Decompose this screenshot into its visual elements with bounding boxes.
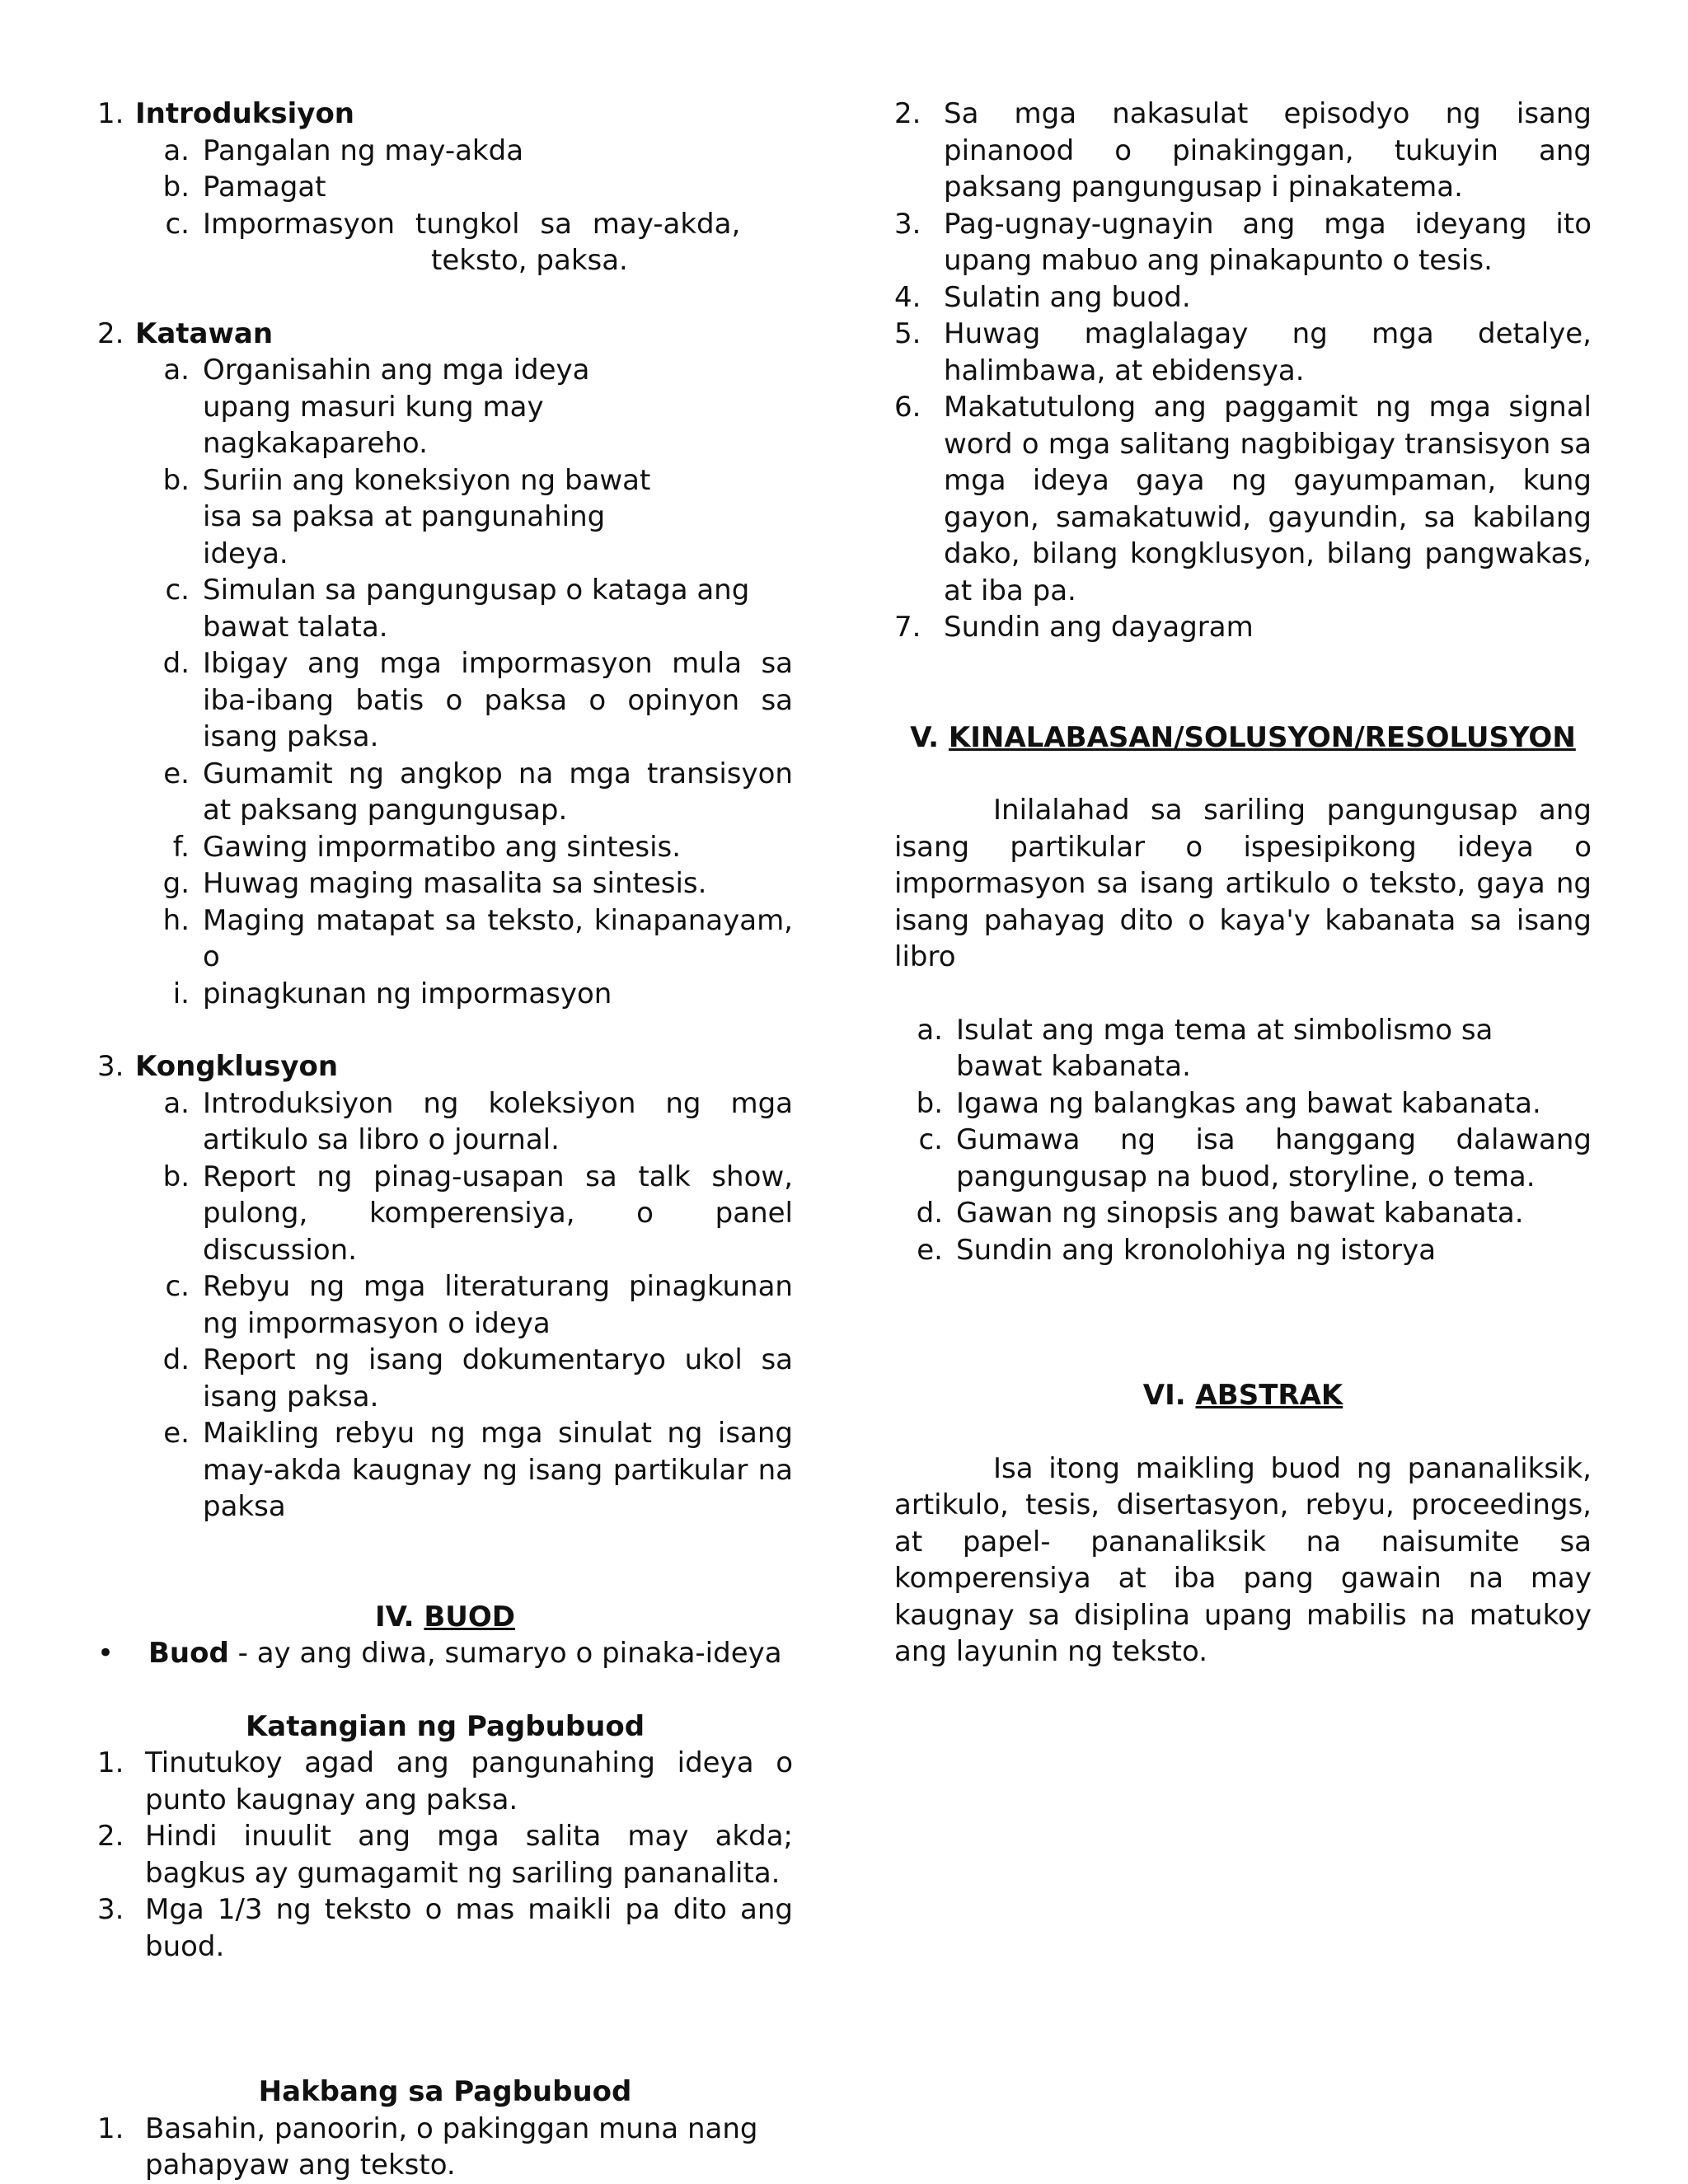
list-text: Sulatin ang buod. <box>944 280 1191 314</box>
list-item <box>894 1122 1592 1195</box>
list-text: Pamagat <box>203 171 326 204</box>
left-column <box>97 96 793 2184</box>
list-text: Huwag maging masalita sa sintesis. <box>203 867 707 900</box>
list-text: pinagkunan ng impormasyon <box>203 977 612 1010</box>
list-item <box>894 316 1592 389</box>
list-item <box>894 1012 1592 1085</box>
list-marker: 1. <box>97 2111 124 2145</box>
section-number: 1. <box>97 97 124 130</box>
list-item <box>894 1195 1592 1232</box>
kinalabasan-paragraph: Inilalahad sa sariling pangungusap ang isang partikular o ispesipikong ideya o impormasyon sa isang artikulo o teksto, gaya ng isang pahayag dito o kaya'y kabanata sa isang libro <box>894 794 1592 973</box>
list-text: Organisahin ang mga ideya upang masuri kung may nagkakapareho. <box>203 354 590 460</box>
list-marker: 6. <box>894 391 921 424</box>
list-text: Sa mga nakasulat episodyo ng isang pinanood o pinakinggan, tukuyin ang paksang pangungusap i pinakatema. <box>944 97 1592 204</box>
definition-text: - ay ang diwa, sumaryo o pinaka-ideya <box>228 1637 782 1670</box>
list-text: Mga 1/3 ng teksto o mas maikli pa dito ang buod. <box>145 1893 793 1963</box>
list-marker: e. <box>917 1233 943 1267</box>
section-title: ABSTRAK <box>1195 1379 1343 1412</box>
list-item <box>97 1268 793 1342</box>
list-item <box>97 1745 793 1818</box>
bullet-icon: • <box>97 1637 115 1670</box>
list-continuation: teksto, paksa. <box>431 244 628 277</box>
list-item <box>894 96 1592 206</box>
list-text: Tinutukoy agad ang pangunahing ideya o punto kaugnay ang paksa. <box>145 1746 793 1816</box>
list-text: Makatutulong ang paggamit ng mga signal word o mga salitang nagbibigay transisyon sa mga ideya gaya ng gayumpaman, kung gayon, samakatuwid, gayundin, sa kabilang dako, bilang kongklusyon, bilang pangwakas, at iba pa. <box>944 391 1592 607</box>
list-text: Report ng pinag-usapan sa talk show, pulong, komperensiya, o panel discussion. <box>203 1160 793 1267</box>
list-item <box>97 133 793 170</box>
list-text: Impormasyon tungkol sa may-akda, <box>203 207 741 241</box>
list-item <box>97 645 793 756</box>
section-number: VI. <box>1142 1379 1186 1412</box>
list-item <box>97 352 793 462</box>
list-text: Gawan ng sinopsis ang bawat kabanata. <box>956 1197 1524 1230</box>
section-buod-heading <box>97 1599 793 1636</box>
section-katawan-heading <box>97 316 793 353</box>
list-text: Report ng isang dokumentaryo ukol sa isang paksa. <box>203 1343 793 1413</box>
list-marker: e. <box>163 1417 190 1450</box>
list-item <box>97 1085 793 1159</box>
list-item <box>894 1232 1592 1269</box>
list-item <box>97 1159 793 1269</box>
list-marker: b. <box>162 171 190 204</box>
list-marker: d. <box>162 647 190 680</box>
list-text: Rebyu ng mga literaturang pinagkunan ng impormasyon o ideya <box>203 1270 793 1340</box>
list-marker: g. <box>162 867 190 900</box>
list-marker: i. <box>172 977 190 1010</box>
list-marker: 2. <box>894 97 921 130</box>
list-item <box>894 389 1592 609</box>
katangian-heading: Katangian ng Pagbubuod <box>245 1709 645 1743</box>
list-item <box>894 1085 1592 1122</box>
list-text: Pangalan ng may-akda <box>203 134 524 167</box>
section-title: Kongklusyon <box>135 1050 339 1083</box>
list-item <box>97 902 793 976</box>
list-text: Gumamit ng angkop na mga transisyon at paksang pangungusap. <box>203 757 793 827</box>
list-marker: b. <box>162 463 190 497</box>
list-marker: a. <box>917 1013 943 1047</box>
section-number: 2. <box>97 316 124 350</box>
list-marker: c. <box>165 1270 190 1303</box>
list-marker: 1. <box>97 1746 124 1779</box>
list-marker: a. <box>163 134 190 167</box>
list-marker: f. <box>172 830 190 864</box>
list-text: Simulan sa pangungusap o kataga ang bawat talata. <box>203 574 750 644</box>
list-text: Hindi inuulit ang mga salita may akda; bagkus ay gumagamit ng sariling pananalita. <box>145 1820 793 1890</box>
list-item <box>97 1891 793 1965</box>
section-kinalabasan-heading <box>894 719 1592 757</box>
list-item <box>97 1415 793 1526</box>
section-number: 3. <box>97 1050 124 1083</box>
list-text: Basahin, panoorin, o pakinggan muna nang pahapyaw ang teksto. <box>145 2111 758 2182</box>
list-item <box>97 1342 793 1415</box>
abstrak-paragraph: Isa itong maikling buod ng pananaliksik, artikulo, tesis, disertasyon, rebyu, proceedings, at papel- pananaliksik na naisumite sa komperensiya at iba pang gawain na may kaugnay sa disiplina upang mabilis na matukoy ang layunin ng teksto. <box>894 1451 1592 1668</box>
section-kongklusyon-heading <box>97 1048 793 1085</box>
list-marker: 2. <box>97 1820 124 1853</box>
section-number: V. <box>910 720 940 754</box>
list-marker: b. <box>916 1086 943 1120</box>
list-marker: 3. <box>894 207 921 241</box>
list-text: Ibigay ang mga impormasyon mula sa iba-ibang batis o paksa o opinyon sa isang paksa. <box>203 647 793 753</box>
list-item <box>97 206 793 243</box>
list-marker: 4. <box>894 280 921 314</box>
list-marker: c. <box>918 1123 943 1156</box>
list-text: Isulat ang mga tema at simbolismo sa bawat kabanata. <box>956 1013 1493 1083</box>
list-marker: 5. <box>894 317 921 350</box>
list-item <box>97 2111 793 2184</box>
section-title: BUOD <box>424 1600 515 1633</box>
list-marker: h. <box>162 903 190 937</box>
list-text: Maikling rebyu ng mga sinulat ng isang may-akda kaugnay ng isang partikular na paksa <box>203 1417 793 1523</box>
list-marker: 3. <box>97 1893 124 1926</box>
list-item <box>97 169 793 206</box>
list-marker: d. <box>916 1197 943 1230</box>
definition-item <box>97 1635 793 1672</box>
list-text: Igawa ng balangkas ang bawat kabanata. <box>956 1086 1541 1120</box>
list-marker: c. <box>165 574 190 607</box>
section-abstrak-heading <box>894 1377 1592 1414</box>
section-title: KINALABASAN/SOLUSYON/RESOLUSYON <box>948 720 1576 754</box>
list-item <box>97 829 793 866</box>
list-marker: b. <box>162 1160 190 1193</box>
list-text: Introduksiyon ng koleksiyon ng mga artikulo sa libro o journal. <box>203 1086 793 1156</box>
list-item <box>97 756 793 829</box>
section-title: Katawan <box>135 316 274 350</box>
list-item <box>97 572 793 645</box>
list-text: Gawing impormatibo ang sintesis. <box>203 830 682 864</box>
list-marker: 7. <box>894 611 921 644</box>
right-column <box>894 96 1592 1671</box>
list-item <box>894 279 1592 316</box>
definition-term: Buod <box>148 1637 229 1670</box>
list-text: Gumawa ng isa hanggang dalawang pangungusap na buod, storyline, o tema. <box>956 1123 1592 1193</box>
list-text: Pag-ugnay-ugnayin ang mga ideyang ito upang mabuo ang pinakapunto o tesis. <box>944 207 1592 277</box>
list-text: Suriin ang koneksiyon ng bawat isa sa paksa at pangunahing ideya. <box>203 463 651 570</box>
list-item <box>97 462 793 573</box>
section-number: IV. <box>375 1600 415 1633</box>
list-item <box>894 609 1592 646</box>
list-marker: e. <box>163 757 190 790</box>
list-item <box>97 865 793 902</box>
list-text: Huwag maglalagay ng mga detalye, halimbawa, at ebidensya. <box>944 317 1592 387</box>
section-introduksiyon-heading <box>97 96 793 133</box>
list-text: Sundin ang kronolohiya ng istorya <box>956 1233 1437 1267</box>
list-marker: a. <box>163 1086 190 1120</box>
list-item <box>97 1818 793 1891</box>
hakbang-heading: Hakbang sa Pagbubuod <box>258 2075 632 2108</box>
list-marker: d. <box>162 1343 190 1376</box>
section-title: Introduksiyon <box>135 97 355 130</box>
list-item <box>894 206 1592 279</box>
list-marker: a. <box>163 354 190 387</box>
list-item <box>97 976 793 1013</box>
list-text: Maging matapat sa teksto, kinapanayam, o <box>203 903 793 973</box>
list-text: Sundin ang dayagram <box>944 611 1254 644</box>
list-marker: c. <box>165 207 190 241</box>
